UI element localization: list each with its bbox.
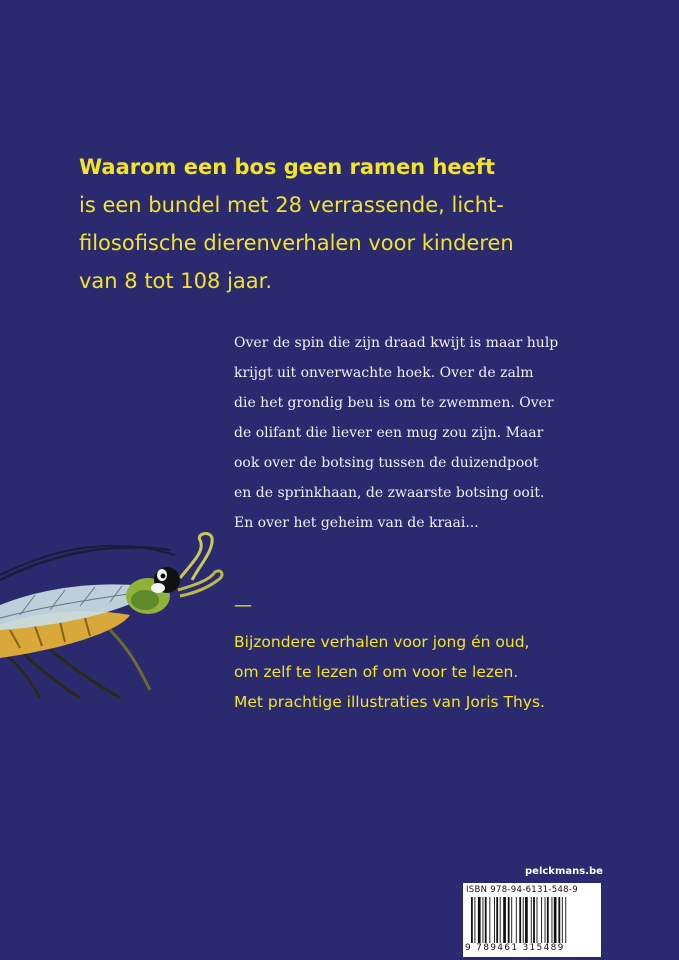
blurb-line: die het grondig beu is om te zwemmen. Over (234, 395, 554, 411)
closing-line: Met prachtige illustraties van Joris Thys. (234, 693, 545, 711)
blurb-paragraph (234, 328, 634, 538)
section-divider: — (234, 595, 252, 616)
publisher-url: pelckmans.be (525, 866, 603, 877)
blurb-line: de olifant die liever een mug zou zijn. Maar (234, 425, 544, 441)
barcode (463, 883, 601, 957)
barcode-bars (471, 897, 595, 943)
isbn-label: ISBN 978-94-6131-548-9 (466, 885, 578, 895)
intro-line: van 8 tot 108 jaar. (79, 269, 273, 293)
blurb-line: En over het geheim van de kraai... (234, 515, 479, 531)
closing-line: om zelf te lezen of om voor te lezen. (234, 663, 519, 681)
intro-paragraph (79, 148, 639, 300)
book-title: Waarom een bos geen ramen heeft (79, 155, 496, 179)
blurb-line: krijgt uit onverwachte hoek. Over de zalm (234, 365, 534, 381)
intro-line: is een bundel met 28 verrassende, licht- (79, 193, 504, 217)
blurb-line: Over de spin die zijn draad kwijt is maar hulp (234, 335, 559, 351)
blurb-line: en de sprinkhaan, de zwaarste botsing ooit. (234, 485, 545, 501)
barcode-digits: 9 789461 315489 (465, 943, 565, 953)
insect-illustration (0, 530, 230, 700)
closing-paragraph (234, 627, 654, 717)
intro-line: filosofische dierenverhalen voor kinderen (79, 231, 514, 255)
blurb-line: ook over de botsing tussen de duizendpoot (234, 455, 539, 471)
closing-line: Bijzondere verhalen voor jong én oud, (234, 633, 530, 651)
